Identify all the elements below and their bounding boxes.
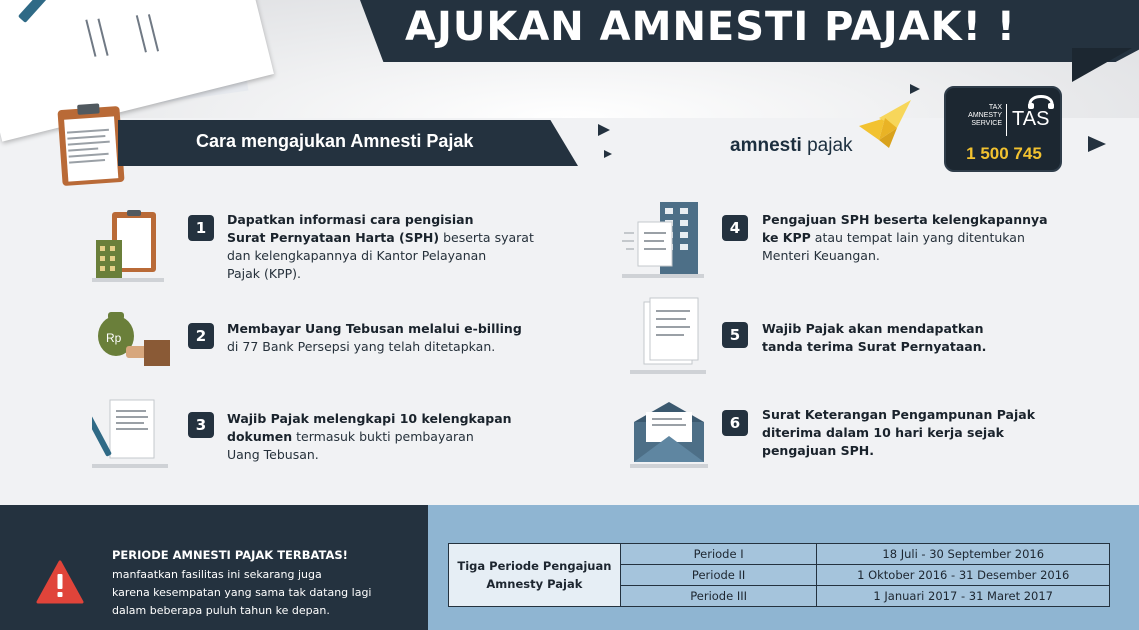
period-name-cell: Periode I: [620, 544, 817, 565]
decor-arrow-icon: [598, 124, 610, 136]
tas-line: AMNESTY: [968, 112, 1002, 119]
bird-logo-icon: [855, 98, 917, 154]
warning-icon: [36, 560, 84, 604]
tas-line: TAX: [988, 104, 1002, 111]
envelope-icon: [630, 400, 708, 470]
step-number-badge: 3: [188, 412, 214, 438]
step-number-badge: 6: [722, 410, 748, 436]
building-document-icon: [92, 210, 164, 284]
warning-text-line: karena kesempatan yang sama tak datang lagi: [112, 586, 372, 599]
period-table-heading: [449, 544, 621, 607]
logo-regular-text: pajak: [801, 135, 853, 156]
step-number-badge: 2: [188, 323, 214, 349]
hotline-number: 1 500 745: [966, 144, 1042, 163]
step-3-text: Wajib Pajak melengkapi 10 kelengkapan dokumen termasuk bukti pembayaran Uang Tebusan.: [227, 411, 512, 462]
period-dates-cell: 1 Januari 2017 - 31 Maret 2017: [817, 586, 1110, 607]
period-table: [448, 543, 1110, 607]
warning-title: PERIODE AMNESTI PAJAK TERBATAS!: [112, 548, 348, 562]
step-6-text: Surat Keterangan Pengampunan Pajak diterima dalam 10 hari kerja sejak pengajuan SPH.: [762, 407, 1036, 458]
svg-text:Rp: Rp: [106, 331, 122, 345]
step-number-badge: 4: [722, 215, 748, 241]
step-number-badge: 1: [188, 215, 214, 241]
tas-line: SERVICE: [971, 120, 1002, 127]
section-subtitle: Cara mengajukan Amnesti Pajak: [196, 131, 474, 151]
step-2-text: Membayar Uang Tebusan melalui e-billing di 77 Bank Persepsi yang telah ditetapkan.: [227, 321, 522, 354]
step-number-badge: 5: [722, 322, 748, 348]
period-name-cell: Periode II: [620, 565, 817, 586]
step-1-text: Dapatkan informasi cara pengisian Surat Pernyataan Harta (SPH) beserta syarat dan kelengkapannya di Kantor Pelayanan Pajak (KPP).: [227, 212, 534, 281]
decor-arrow-icon: [604, 150, 612, 158]
table-row: [449, 544, 1110, 565]
period-name-cell: Periode III: [620, 586, 817, 607]
period-heading-line: Tiga Periode Pengajuan: [457, 559, 612, 573]
step-4-text: Pengajuan SPH beserta kelengkapannya ke KPP atau tempat lain yang ditentukan Menteri Keuangan.: [762, 212, 1048, 263]
tas-service-text: [956, 104, 1002, 138]
warning-text-line: manfaatkan fasilitas ini sekarang juga: [112, 568, 322, 581]
period-heading-line: Amnesty Pajak: [486, 577, 583, 591]
period-dates-cell: 18 Juli - 30 September 2016: [817, 544, 1110, 565]
office-building-icon: [622, 200, 704, 280]
logo-bold-text: amnesti: [730, 135, 802, 156]
amnesti-pajak-logo: [730, 135, 870, 157]
tas-badge: [944, 86, 1062, 172]
receipt-document-icon: [630, 296, 706, 376]
tas-divider: [1006, 104, 1007, 136]
period-dates-cell: 1 Oktober 2016 - 31 Desember 2016: [817, 565, 1110, 586]
decor-arrow-icon: [1088, 136, 1106, 152]
page-title: AJUKAN AMNESTI PAJAK! !: [405, 4, 1016, 50]
decor-arrow-icon: [910, 84, 920, 94]
money-bag-icon: [92, 306, 172, 370]
warning-text-line: dalam beberapa puluh tahun ke depan.: [112, 604, 330, 617]
document-pen-icon: [92, 396, 168, 472]
step-5-text: Wajib Pajak akan mendapatkan tanda terima Surat Pernyataan.: [762, 321, 987, 354]
clipboard-icon: [57, 106, 124, 186]
tas-logo: TAS: [1012, 108, 1050, 130]
